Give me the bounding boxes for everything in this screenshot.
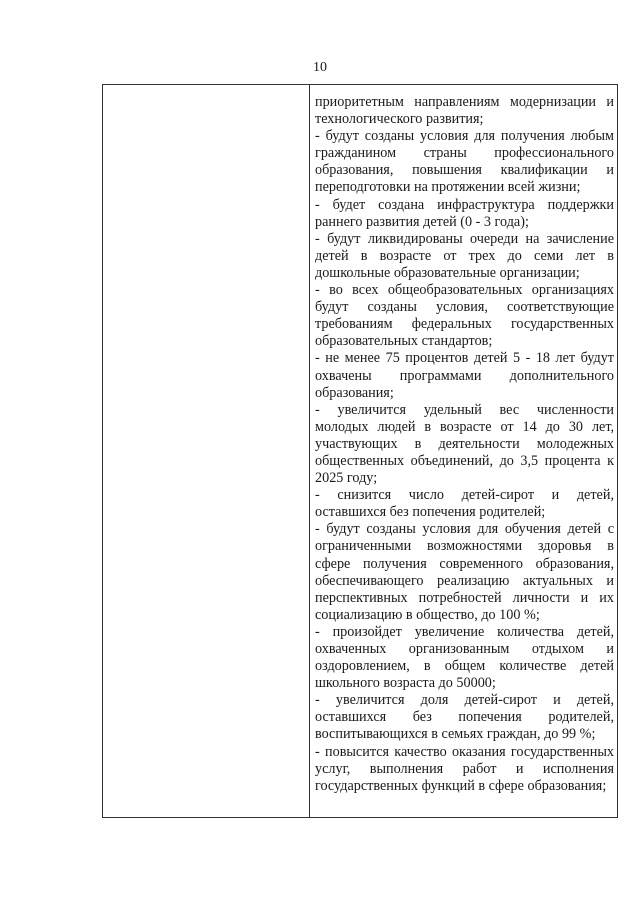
paragraph: - не менее 75 процентов детей 5 - 18 лет будут охвачены программами дополнительного образования; [315, 350, 614, 401]
paragraph: - увеличится удельный вес численности молодых людей в возрасте от 14 до 30 лет, участвующих в деятельности молодежных общественных объединений, до 3,5 процента к 2025 году; [315, 401, 614, 487]
paragraph: - во всех общеобразовательных организациях будут созданы условия, соответствующие требованиям федеральных государственных образовательных стандартов; [315, 282, 614, 350]
document-table [102, 84, 618, 818]
page-number: 10 [313, 60, 327, 75]
paragraph: - будут созданы условия для получения любым гражданином страны профессионального образования, повышения квалификации и переподготовки на протяжении всей жизни; [315, 128, 614, 196]
paragraph: - снизится число детей-сирот и детей, оставшихся без попечения родителей; [315, 487, 614, 521]
paragraph: - будут ликвидированы очереди на зачисление детей в возрасте от трех до семи лет в дошкольные образовательные организации; [315, 230, 614, 281]
paragraph: - будут созданы условия для обучения детей с ограниченными возможностями здоровья в сфере получения современного образования, обеспечивающего реализацию актуальных и перспективных потребностей личности и их социализацию в общество, до 100 %; [315, 521, 614, 623]
paragraph: - будет создана инфраструктура поддержки раннего развития детей (0 - 3 года); [315, 196, 614, 230]
table-row [103, 85, 618, 818]
paragraph: - повысится качество оказания государственных услуг, выполнения работ и исполнения государственных функций в сфере образования; [315, 743, 614, 794]
paragraph: приоритетным направлениям модернизации и технологического развития; [315, 94, 614, 128]
cell-text-block [310, 85, 617, 795]
table-cell-left [103, 85, 310, 818]
table-cell-right [310, 85, 618, 818]
paragraph: - увеличится доля детей-сирот и детей, оставшихся без попечения родителей, воспитывающихся в семьях граждан, до 99 %; [315, 692, 614, 743]
paragraph: - произойдет увеличение количества детей, охваченных организованным отдыхом и оздоровлением, в общем количестве детей школьного возраста до 50000; [315, 623, 614, 692]
